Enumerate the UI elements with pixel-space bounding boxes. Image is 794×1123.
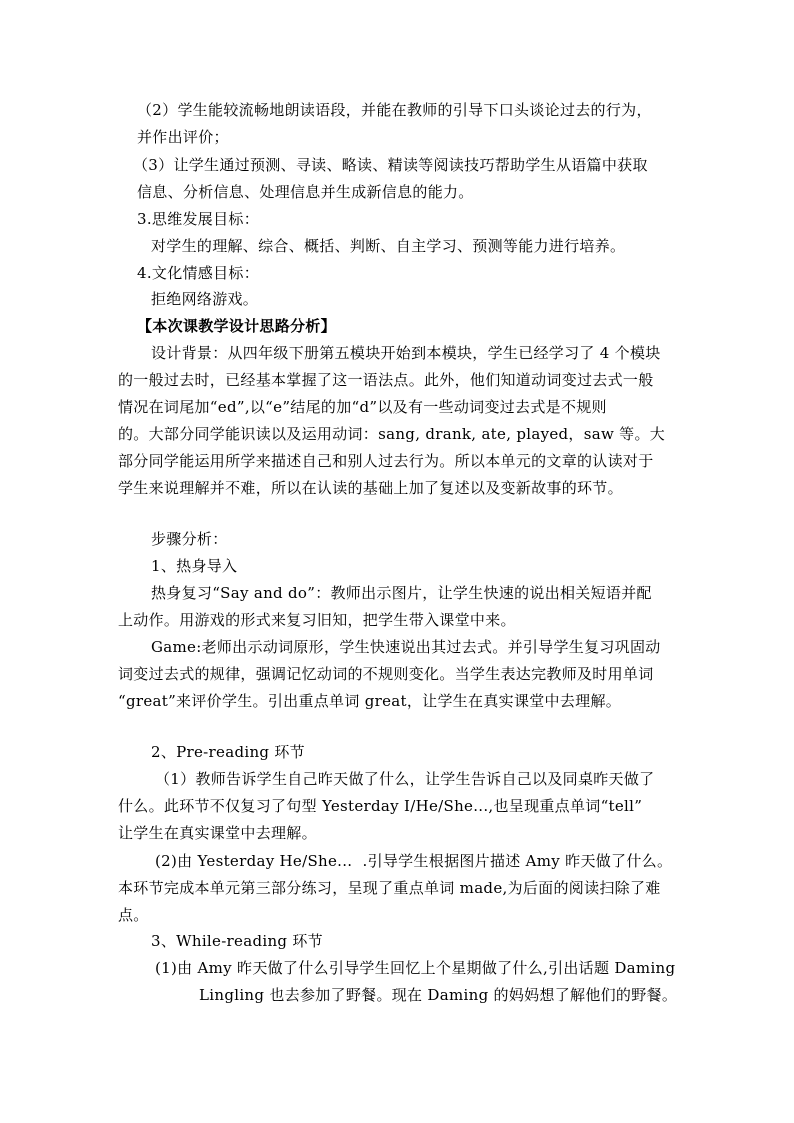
step-1-para-2-line-3: “great”来评价学生。引出重点单词 great，让学生在真实课堂中去理解。: [118, 692, 622, 710]
background-line-1: 设计背景：从四年级下册第五模块开始到本模块，学生已经学习了 4 个模块: [151, 344, 661, 362]
goal-3-line-2: 信息、分析信息、处理信息并生成新信息的能力。: [137, 183, 474, 201]
goal-2-line-2: 并作出评价；: [137, 128, 229, 146]
step-2-title: 2、Pre-reading 环节: [151, 743, 305, 761]
step-2-para-2-line-1: (2)由 Yesterday He/She... .引导学生根据图片描述 Amy 昨天做了什么。: [155, 852, 673, 870]
step-1-para-1-line-2: 上动作。用游戏的形式来复习旧知，把学生带入课堂中来。: [118, 611, 516, 629]
step-2-para-1-line-1: （1）教师告诉学生自己昨天做了什么，让学生告诉自己以及同桌昨天做了: [155, 770, 655, 788]
step-1-title: 1、热身导入: [151, 557, 238, 575]
step-3-para-1-line-2: Lingling 也去参加了野餐。现在 Daming 的妈妈想了解他们的野餐。: [199, 986, 678, 1004]
goal-3-line-1: （3）让学生通过预测、寻读、略读、精读等阅读技巧帮助学生从语篇中获取: [133, 156, 648, 174]
background-line-5: 部分同学能运用所学来描述自己和别人过去行为。所以本单元的文章的认读对于: [118, 452, 654, 470]
goal-2-line-1: （2）学生能较流畅地朗读语段，并能在教师的引导下口头谈论过去的行为，: [137, 101, 652, 119]
culture-goal-body: 拒绝网络游戏。: [151, 290, 259, 308]
background-line-2: 的一般过去时，已经基本掌握了这一语法点。此外，他们知道动词变过去式一般: [118, 371, 654, 389]
background-line-3: 情况在词尾加“ed”,以“e”结尾的加“d”以及有一些动词变过去式是不规则: [118, 398, 607, 416]
step-2-para-1-line-2: 什么。此环节不仅复习了句型 Yesterday I/He/She...,也呈现重点单词“tell”: [118, 797, 643, 815]
step-3-title: 3、While-reading 环节: [151, 932, 323, 950]
steps-heading: 步骤分析：: [151, 530, 228, 548]
step-1-para-2-line-2: 词变过去式的规律，强调记忆动词的不规则变化。当学生表达完教师及时用单词: [118, 665, 654, 683]
step-2-para-2-line-3: 点。: [118, 906, 149, 924]
step-2-para-2-line-2: 本环节完成本单元第三部分练习，呈现了重点单词 made,为后面的阅读扫除了难: [118, 879, 661, 897]
step-1-para-2-line-1: Game:老师出示动词原形，学生快速说出其过去式。并引导学生复习巩固动: [151, 638, 661, 656]
step-3-para-1-line-1: (1)由 Amy 昨天做了什么引导学生回忆上个星期做了什么,引出话题 Daming: [155, 959, 676, 977]
background-line-4: 的。大部分同学能识读以及运用动词：sang, drank, ate, played，saw 等。大: [118, 425, 666, 443]
step-2-para-1-line-3: 让学生在真实课堂中去理解。: [118, 824, 317, 842]
thinking-goal-body: 对学生的理解、综合、概括、判断、自主学习、预测等能力进行培养。: [151, 237, 626, 255]
culture-goal-heading: 4.文化情感目标：: [137, 264, 260, 282]
analysis-heading: 【本次课教学设计思路分析】: [137, 317, 336, 335]
thinking-goal-heading: 3.思维发展目标：: [137, 210, 260, 228]
background-line-6: 学生来说理解并不难，所以在认读的基础上加了复述以及变新故事的环节。: [118, 479, 623, 497]
step-1-para-1-line-1: 热身复习“Say and do”：教师出示图片，让学生快速的说出相关短语并配: [151, 584, 652, 602]
